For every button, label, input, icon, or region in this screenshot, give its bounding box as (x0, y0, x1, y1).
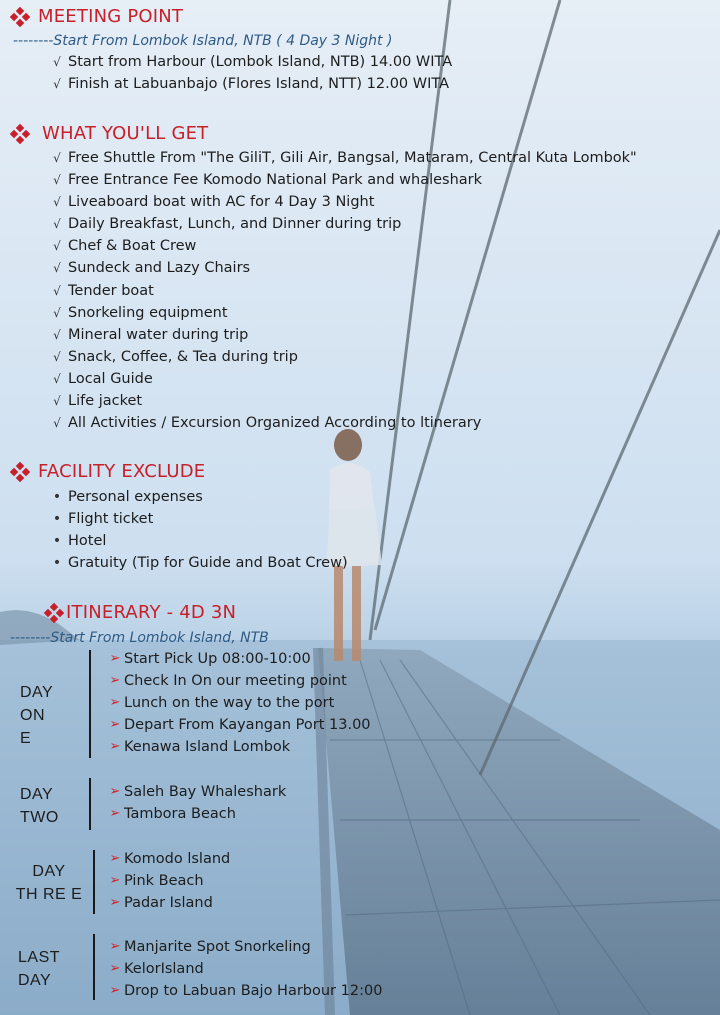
itinerary-subtitle: --------Start From Lombok Island, NTB (10, 630, 269, 646)
day-one-list (109, 648, 371, 758)
list-item: √ Start from Harbour (Lombok Island, NTB) 14.00 WITA (68, 51, 452, 73)
check-icon: √ (53, 195, 61, 210)
list-item: • Flight ticket (68, 508, 348, 530)
arrow-icon: ➢ (109, 673, 121, 689)
bullet-icon: • (52, 555, 62, 572)
check-icon: √ (53, 173, 61, 188)
arrow-icon: ➢ (109, 983, 121, 999)
check-icon: √ (53, 151, 61, 165)
list-item: • Personal expenses (68, 486, 348, 508)
diamond-bullet-icon (10, 7, 30, 27)
list-item: √ Life jacket (68, 390, 637, 412)
list-item: √ Finish at Labuanbajo (Flores Island, NTT) 12.00 WITA (68, 73, 452, 95)
meeting-point-list (53, 51, 453, 95)
list-item: √ Mineral water during trip (68, 324, 637, 346)
meeting-point-subtitle: --------Start From Lombok Island, NTB ( 4 Day 3 Night ) (13, 33, 393, 49)
arrow-icon: ➢ (109, 784, 121, 799)
list-item: ➢ Manjarite Spot Snorkeling (124, 936, 382, 958)
check-icon: √ (53, 77, 61, 92)
list-item: ➢ Drop to Labuan Bajo Harbour 12:00 (124, 980, 382, 1002)
arrow-icon: ➢ (109, 895, 121, 911)
bullet-icon: • (52, 511, 62, 528)
itinerary-heading (44, 602, 236, 623)
arrow-icon: ➢ (109, 961, 121, 977)
list-item: ➢ Pink Beach (124, 870, 230, 892)
day-three-label: DAY TH RE E (15, 863, 83, 903)
day-divider (93, 934, 95, 1000)
check-icon: √ (53, 349, 61, 364)
check-icon: √ (53, 217, 61, 232)
list-item: √ Free Entrance Fee Komodo National Park and whaleshark (68, 169, 637, 191)
list-item: ➢ Saleh Bay Whaleshark (124, 781, 286, 803)
list-item: ➢ Lunch on the way to the port (124, 692, 371, 714)
arrow-icon: ➢ (109, 939, 121, 954)
arrow-icon: ➢ (109, 873, 121, 889)
list-item: √ Sundeck and Lazy Chairs (68, 257, 637, 279)
list-item: √ Snack, Coffee, & Tea during trip (68, 346, 637, 368)
list-item: ➢ Tambora Beach (124, 803, 286, 825)
list-item: ➢ Kenawa Island Lombok (124, 736, 371, 758)
what-you-get-title: WHAT YOU'LL GET (42, 123, 209, 144)
facility-exclude-list (52, 486, 348, 574)
check-icon: √ (53, 371, 61, 386)
diamond-bullet-icon (44, 603, 64, 623)
day-one-label: DAY ON E (20, 684, 54, 747)
day-three-list (109, 848, 231, 914)
check-icon: √ (53, 416, 61, 431)
what-you-get-list (53, 147, 637, 434)
facility-exclude-heading (10, 461, 205, 482)
list-item: √ Chef & Boat Crew (68, 235, 637, 257)
arrow-icon: ➢ (109, 651, 121, 666)
check-icon: √ (53, 305, 61, 320)
list-item: • Hotel (68, 530, 348, 552)
meeting-point-title: MEETING POINT (38, 6, 184, 27)
diamond-bullet-icon (10, 124, 30, 144)
check-icon: √ (53, 394, 61, 409)
day-two-list (109, 781, 287, 825)
list-item: ➢ Komodo lsland (124, 848, 230, 870)
day-divider (93, 850, 95, 914)
list-item: ➢ Check In On our meeting point (124, 670, 371, 692)
arrow-icon: ➢ (109, 695, 121, 711)
check-icon: √ (53, 327, 61, 342)
list-item: ➢ Padar Island (124, 892, 230, 914)
arrow-icon: ➢ (109, 806, 121, 822)
meeting-point-heading (10, 6, 183, 27)
arrow-icon: ➢ (109, 739, 121, 755)
list-item: √ Snorkeling equipment (68, 302, 637, 324)
list-item: ➢ Depart From Kayangan Port 13.00 (124, 714, 371, 736)
day-two-label: DAY TWO (20, 786, 59, 826)
list-item: • Gratuity (Tip for Guide and Boat Crew) (68, 552, 348, 574)
what-you-get-heading (10, 123, 208, 144)
arrow-icon: ➢ (109, 851, 121, 866)
itinerary-title: ITINERARY - 4D 3N (66, 602, 237, 623)
list-item: √ All Activities / Excursion Organized According to ltinerary (68, 412, 637, 434)
list-item: ➢ KelorIsland (124, 958, 382, 980)
list-item: √ Free Shuttle From "The GiliT, Gili Air, Bangsal, Mataram, Central Kuta Lombok" (68, 147, 637, 169)
day-divider (89, 778, 91, 830)
facility-exclude-title: FACILITY EXCLUDE (38, 461, 206, 482)
bullet-icon: • (52, 533, 62, 550)
day-divider (89, 650, 91, 758)
list-item: √ Liveaboard boat with AC for 4 Day 3 Night (68, 191, 637, 213)
check-icon: √ (53, 55, 61, 69)
list-item: √ Local Guide (68, 368, 637, 390)
check-icon: √ (53, 283, 61, 298)
list-item: ➢ Start Pick Up 08:00-10:00 (124, 648, 371, 670)
arrow-icon: ➢ (109, 717, 121, 733)
diamond-bullet-icon (10, 462, 30, 482)
check-icon: √ (53, 261, 61, 276)
last-day-label: LAST DAY (18, 949, 61, 989)
bullet-icon: • (52, 489, 62, 505)
last-day-list (109, 936, 383, 1002)
check-icon: √ (53, 239, 61, 254)
list-item: √ Daily Breakfast, Lunch, and Dinner during trip (68, 213, 637, 235)
list-item: √ Tender boat (68, 280, 637, 302)
